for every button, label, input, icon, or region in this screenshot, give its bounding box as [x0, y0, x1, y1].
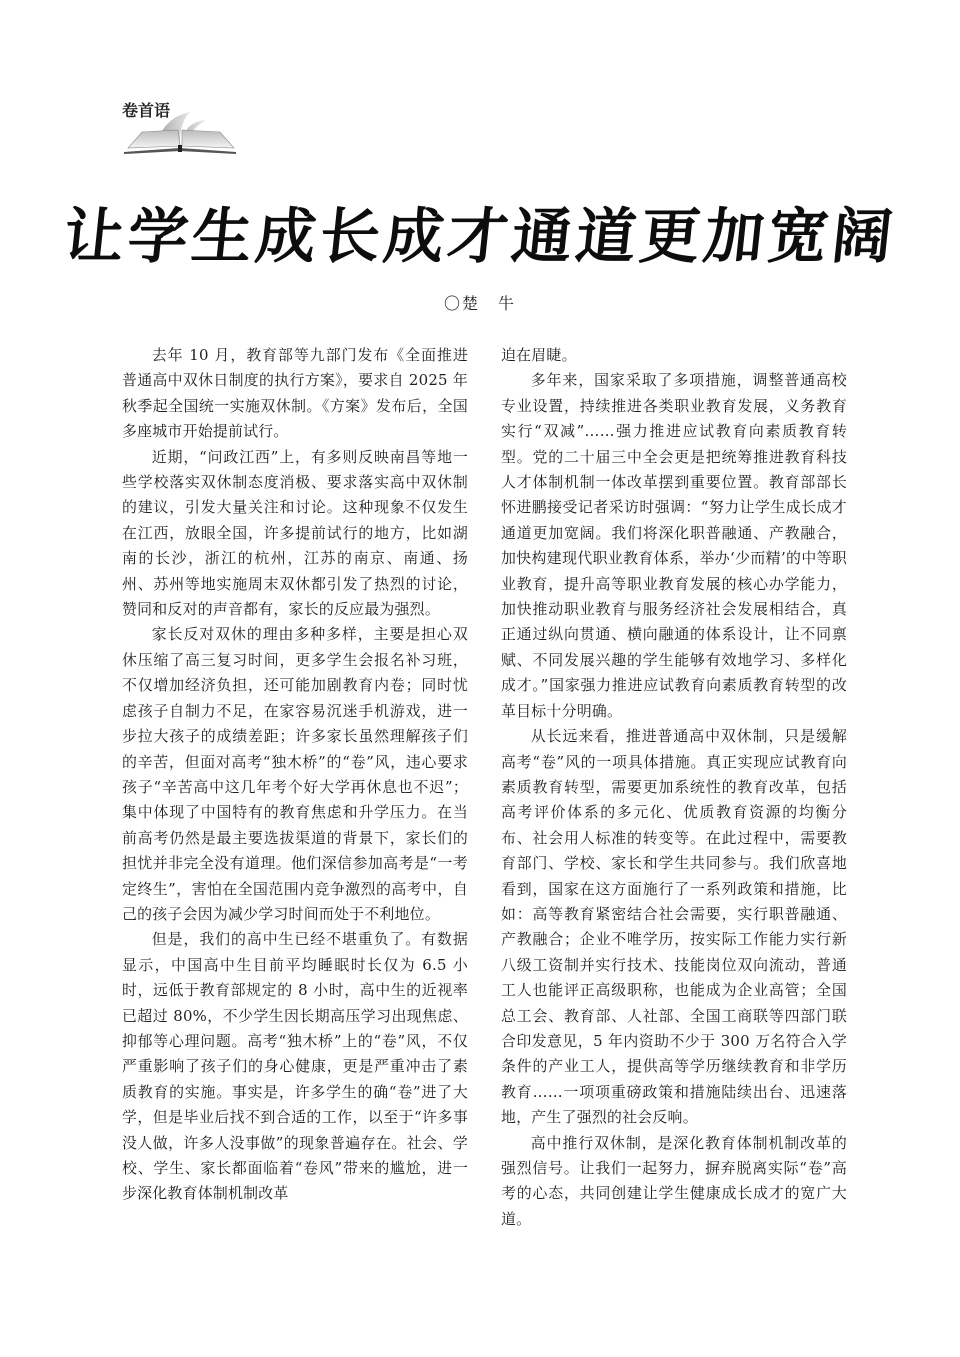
paragraph: 去年 10 月，教育部等九部门发布《全面推进普通高中双休日制度的执行方案》，要求自 2025 年秋季起全国统一实施双休制。《方案》发布后，全国多座城市开始提前试行。 [122, 346, 468, 441]
paragraph: 多年来，国家采取了多项措施，调整普通高校专业设置，持续推进各类职业教育发展，义务教育实行“双减”……强力推进应试教育向素质教育转型。党的二十届三中全会更是把统筹推进教育科技人才体制机制一体改革摆到重要位置。教育部部长怀进鹏接受记者采访时强调：“努力让学生成长成才通道更加宽阔。我们将深化职普融通、产教融合，加快构建现代职业教育体系，举办‘少而精’的中等职业教育，提升高等职业教育发展的核心办学能力，加快推动职业教育与服务经济社会发展相结合，真正通过纵向贯通、横向融通的体系设计，让不同禀赋、不同发展兴趣的学生能够有效地学习、多样化成才。”国家强力推进应试教育向素质教育转型的改革目标十分明确。 [501, 371, 847, 720]
paragraph: 高中推行双休制，是深化教育体制机制改革的强烈信号。让我们一起努力，摒弃脱离实际“卷”高考的心态，共同创建让学生健康成长成才的宽广大道。 [501, 1133, 847, 1228]
left-column [122, 343, 468, 1207]
paragraph: 家长反对双休的理由多种多样，主要是担心双休压缩了高三复习时间，更多学生会报名补习班，不仅增加经济负担，还可能加剧教育内卷；同时忧虑孩子自制力不足，在家容易沉迷手机游戏，进一步拉大孩子的成绩差距；许多家长虽然理解孩子们的辛苦，但面对高考“独木桥”的“卷”风，违心要求孩子“辛苦高中这几年考个好大学再休息也不迟”；集中体现了中国特有的教育焦虑和升学压力。在当前高考仍然是最主要选拔渠道的背景下，家长们的担忧并非完全没有道理。他们深信参加高考是“一考定终生”，害怕在全国范围内竞争激烈的高考中，自己的孩子会因为减少学习时间而处于不利地位。 [122, 625, 468, 923]
article-author: 〇楚 牛 [443, 294, 516, 313]
right-column [501, 343, 847, 1232]
article-title: 让学生成长成才通道更加宽阔 [60, 202, 900, 272]
paragraph: 近期，“问政江西”上，有多则反映南昌等地一些学校落实双休制态度消极、要求落实高中双休制的建议，引发大量关注和讨论。这种现象不仅发生在江西，放眼全国，许多提前试行的地方，比如湖南的长沙，浙江的杭州，江苏的南京、南通、扬州、苏州等地实施周末双休都引发了热烈的讨论，赞同和反对的声音都有，家长的反应最为强烈。 [122, 447, 468, 619]
paragraph-continued: 迫在眉睫。 [501, 346, 577, 364]
open-book-icon [120, 112, 240, 156]
paragraph: 从长远来看，推进普通高中双休制，只是缓解高考“卷”风的一项具体措施。真正实现应试教育向素质教育转型，需要更加系统性的教育改革，包括高考评价体系的多元化、优质教育资源的均衡分布、社会用人标准的转变等。在此过程中，需要教育部门、学校、家长和学生共同参与。我们欣喜地看到，国家在这方面施行了一系列政策和措施，比如：高等教育紧密结合社会需要，实行职普融通、产教融合；企业不唯学历，按实际工作能力实行新八级工资制并实行技术、技能岗位双向流动，普通工人也能评正高级职称，也能成为企业高管；全国总工会、教育部、人社部、全国工商联等四部门联合印发意见，5 年内资助不少于 300 万名符合入学条件的产业工人，提供高等学历继续教育和非学历教育……一项项重磅政策和措施陆续出台、迅速落地，产生了强烈的社会反响。 [501, 727, 847, 1127]
paragraph: 但是，我们的高中生已经不堪重负了。有数据显示，中国高中生目前平均睡眠时长仅为 6.5 小时，远低于教育部规定的 8 小时，高中生的近视率已超过 80%，不少学生因长期高压学习出现焦虑、抑郁等心理问题。高考“独木桥”上的“卷”风，不仅严重影响了孩子们的身心健康，更是严重冲击了素质教育的实施。事实是，许多学生的确“卷”进了大学，但是毕业后找不到合适的工作，以至于“许多事没人做，许多人没事做”的现象普遍存在。社会、学校、学生、家长都面临着“卷风”带来的尴尬，进一步深化教育体制机制改革 [122, 930, 468, 1203]
section-label: 卷首语 [122, 101, 171, 120]
